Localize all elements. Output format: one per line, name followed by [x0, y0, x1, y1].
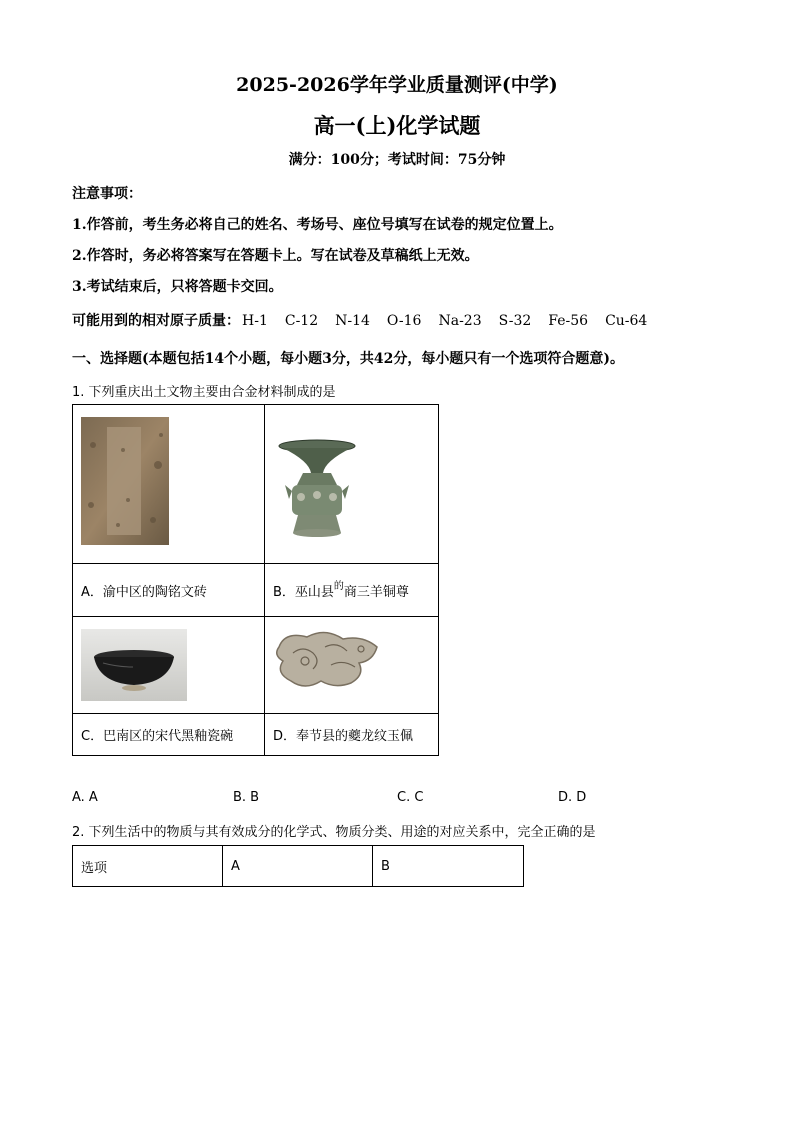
choice-b[interactable]: B. B [233, 790, 260, 805]
option-a-image-cell [73, 405, 265, 564]
element-mass: Fe-56 [548, 313, 589, 329]
option-b-caption [265, 564, 439, 617]
section-one-heading: 一、选择题(本题包括14个小题，每小题3分，共42分，每小题只有一个选项符合题意)。 [72, 351, 624, 367]
option-b-image-cell [265, 405, 439, 564]
table-header-cell: B [373, 846, 524, 887]
clay-brick-image [73, 405, 263, 559]
subject-title: 高一(上)化学试题 [313, 113, 481, 138]
element-mass: C-12 [284, 313, 319, 329]
question1-stem: 1. 下列重庆出土文物主要由合金材料制成的是 [72, 385, 336, 400]
note-item-3: 3.考试结束后，只将答题卡交回。 [72, 279, 283, 295]
element-mass: O-16 [386, 313, 422, 329]
element-mass: H-1 [242, 313, 268, 329]
atomic-masses-line [72, 310, 647, 330]
atomic-masses-label: 可能用到的相对原子质量： [72, 313, 240, 329]
option-b-caption-post: 商三羊铜尊 [343, 584, 409, 600]
score-info: 满分：100分；考试时间：75分钟 [288, 152, 506, 168]
jade-dragon-pendant-image [265, 617, 437, 709]
option-d-caption: D．奉节县的夔龙纹玉佩 [265, 714, 439, 756]
table-header-cell: 选项 [73, 846, 223, 887]
note-item-1: 1.作答前，考生务必将自己的姓名、考场号、座位号填写在试卷的规定位置上。 [72, 217, 563, 233]
option-b-caption-pre: B．巫山县 [273, 584, 334, 600]
option-c-caption: C．巴南区的宋代黑釉瓷碗 [73, 714, 265, 756]
choice-a[interactable]: A. A [72, 790, 98, 805]
element-mass: Na-23 [438, 313, 482, 329]
question2-table [72, 845, 524, 887]
element-mass: N-14 [335, 313, 370, 329]
notes-heading: 注意事项： [72, 186, 142, 202]
option-d-image-cell [265, 617, 439, 714]
option-c-image-cell [73, 617, 265, 714]
black-glaze-bowl-image [73, 617, 263, 709]
table-header-cell: A [223, 846, 373, 887]
element-mass: Cu-64 [605, 313, 648, 329]
exam-title: 2025-2026学年学业质量测评(中学) [236, 74, 558, 96]
option-a-caption: A．渝中区的陶铭文砖 [73, 564, 265, 617]
choice-c[interactable]: C. C [397, 790, 424, 805]
question1-options-table [72, 404, 439, 756]
note-item-2: 2.作答时，务必将答案写在答题卡上。写在试卷及草稿纸上无效。 [72, 248, 479, 264]
element-mass: S-32 [498, 313, 532, 329]
option-b-caption-sup: 的 [333, 580, 344, 592]
bronze-zun-image [265, 405, 437, 559]
choice-d[interactable]: D. D [558, 790, 587, 805]
question2-stem: 2. 下列生活中的物质与其有效成分的化学式、物质分类、用途的对应关系中，完全正确的是 [72, 825, 596, 840]
